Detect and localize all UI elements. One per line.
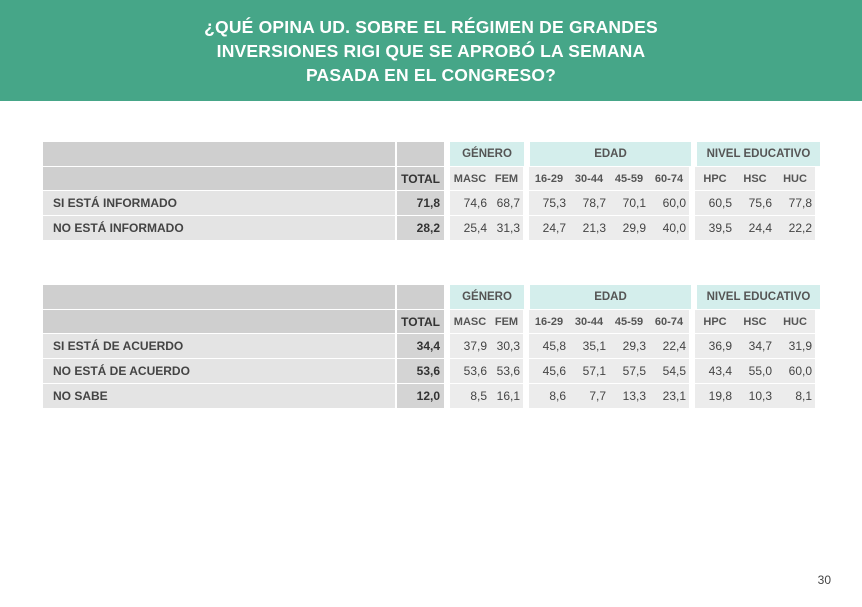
cell-masc: 8,5	[450, 384, 490, 408]
column-huc: HUC	[775, 167, 815, 190]
column-fem: FEM	[490, 167, 523, 190]
cell-45-59: 29,3	[609, 334, 649, 358]
group-genero: GÉNERO	[450, 142, 524, 166]
column-huc: HUC	[775, 310, 815, 333]
cell-30-44: 78,7	[569, 191, 609, 215]
column-total: TOTAL	[397, 167, 444, 190]
cell-huc: 60,0	[775, 359, 815, 383]
column-masc: MASC	[450, 310, 490, 333]
group-nivel-educativo: NIVEL EDUCATIVO	[697, 285, 820, 309]
cell-hpc: 19,8	[695, 384, 735, 408]
group-nivel-educativo: NIVEL EDUCATIVO	[697, 142, 820, 166]
cell-huc: 22,2	[775, 216, 815, 240]
table-row	[43, 384, 820, 408]
column-fem: FEM	[490, 310, 523, 333]
cell-fem: 30,3	[490, 334, 523, 358]
table-group-header	[43, 285, 820, 309]
header-blank-cell	[43, 310, 395, 333]
cell-hpc: 43,4	[695, 359, 735, 383]
title-line-2: INVERSIONES RIGI QUE SE APROBÓ LA SEMANA	[216, 40, 646, 61]
cell-60-74: 60,0	[649, 191, 689, 215]
row-label: SI ESTÁ DE ACUERDO	[43, 334, 395, 358]
cell-30-44: 57,1	[569, 359, 609, 383]
cell-masc: 25,4	[450, 216, 490, 240]
cell-masc: 74,6	[450, 191, 490, 215]
cell-30-44: 7,7	[569, 384, 609, 408]
cell-hsc: 24,4	[735, 216, 775, 240]
column-60-74: 60-74	[649, 310, 689, 333]
row-total: 12,0	[397, 384, 444, 408]
cell-masc: 53,6	[450, 359, 490, 383]
cell-45-59: 70,1	[609, 191, 649, 215]
cell-30-44: 35,1	[569, 334, 609, 358]
column-16-29: 16-29	[529, 167, 569, 190]
cell-fem: 31,3	[490, 216, 523, 240]
cell-45-59: 57,5	[609, 359, 649, 383]
cell-60-74: 22,4	[649, 334, 689, 358]
table-column-header	[43, 167, 820, 190]
cell-hpc: 36,9	[695, 334, 735, 358]
cell-hsc: 34,7	[735, 334, 775, 358]
cell-60-74: 23,1	[649, 384, 689, 408]
cell-hsc: 10,3	[735, 384, 775, 408]
row-total: 28,2	[397, 216, 444, 240]
column-hsc: HSC	[735, 310, 775, 333]
cell-45-59: 29,9	[609, 216, 649, 240]
title-line-3: PASADA EN EL CONGRESO?	[305, 64, 557, 85]
table-informado	[43, 142, 820, 241]
row-total: 34,4	[397, 334, 444, 358]
column-30-44: 30-44	[569, 310, 609, 333]
column-16-29: 16-29	[529, 310, 569, 333]
column-masc: MASC	[450, 167, 490, 190]
cell-masc: 37,9	[450, 334, 490, 358]
cell-16-29: 45,8	[529, 334, 569, 358]
column-total: TOTAL	[397, 310, 444, 333]
header-blank-cell	[43, 285, 395, 309]
page-number: 30	[817, 573, 831, 587]
cell-huc: 31,9	[775, 334, 815, 358]
header-blank-cell	[43, 167, 395, 190]
column-45-59: 45-59	[609, 310, 649, 333]
cell-hpc: 60,5	[695, 191, 735, 215]
table-row	[43, 359, 820, 383]
cell-16-29: 75,3	[529, 191, 569, 215]
table-acuerdo	[43, 285, 820, 409]
cell-30-44: 21,3	[569, 216, 609, 240]
column-60-74: 60-74	[649, 167, 689, 190]
cell-60-74: 54,5	[649, 359, 689, 383]
table-row	[43, 191, 820, 215]
column-45-59: 45-59	[609, 167, 649, 190]
page-header	[0, 0, 862, 101]
column-30-44: 30-44	[569, 167, 609, 190]
cell-fem: 16,1	[490, 384, 523, 408]
cell-hsc: 55,0	[735, 359, 775, 383]
table-column-header	[43, 310, 820, 333]
row-label: NO ESTÁ DE ACUERDO	[43, 359, 395, 383]
table-row	[43, 334, 820, 358]
row-total: 71,8	[397, 191, 444, 215]
cell-hpc: 39,5	[695, 216, 735, 240]
cell-fem: 53,6	[490, 359, 523, 383]
column-hpc: HPC	[695, 167, 735, 190]
group-edad: EDAD	[530, 285, 691, 309]
group-genero: GÉNERO	[450, 285, 524, 309]
column-hpc: HPC	[695, 310, 735, 333]
cell-16-29: 8,6	[529, 384, 569, 408]
row-total: 53,6	[397, 359, 444, 383]
cell-16-29: 24,7	[529, 216, 569, 240]
cell-hsc: 75,6	[735, 191, 775, 215]
table-group-header	[43, 142, 820, 166]
group-edad: EDAD	[530, 142, 691, 166]
header-total-blank	[397, 285, 444, 309]
cell-huc: 8,1	[775, 384, 815, 408]
table-row	[43, 216, 820, 240]
header-blank-cell	[43, 142, 395, 166]
cell-fem: 68,7	[490, 191, 523, 215]
title-line-1: ¿QUÉ OPINA UD. SOBRE EL RÉGIMEN DE GRANDES	[204, 16, 658, 37]
cell-huc: 77,8	[775, 191, 815, 215]
header-total-blank	[397, 142, 444, 166]
row-label: NO ESTÁ INFORMADO	[43, 216, 395, 240]
row-label: SI ESTÁ INFORMADO	[43, 191, 395, 215]
cell-60-74: 40,0	[649, 216, 689, 240]
cell-16-29: 45,6	[529, 359, 569, 383]
cell-45-59: 13,3	[609, 384, 649, 408]
column-hsc: HSC	[735, 167, 775, 190]
row-label: NO SABE	[43, 384, 395, 408]
